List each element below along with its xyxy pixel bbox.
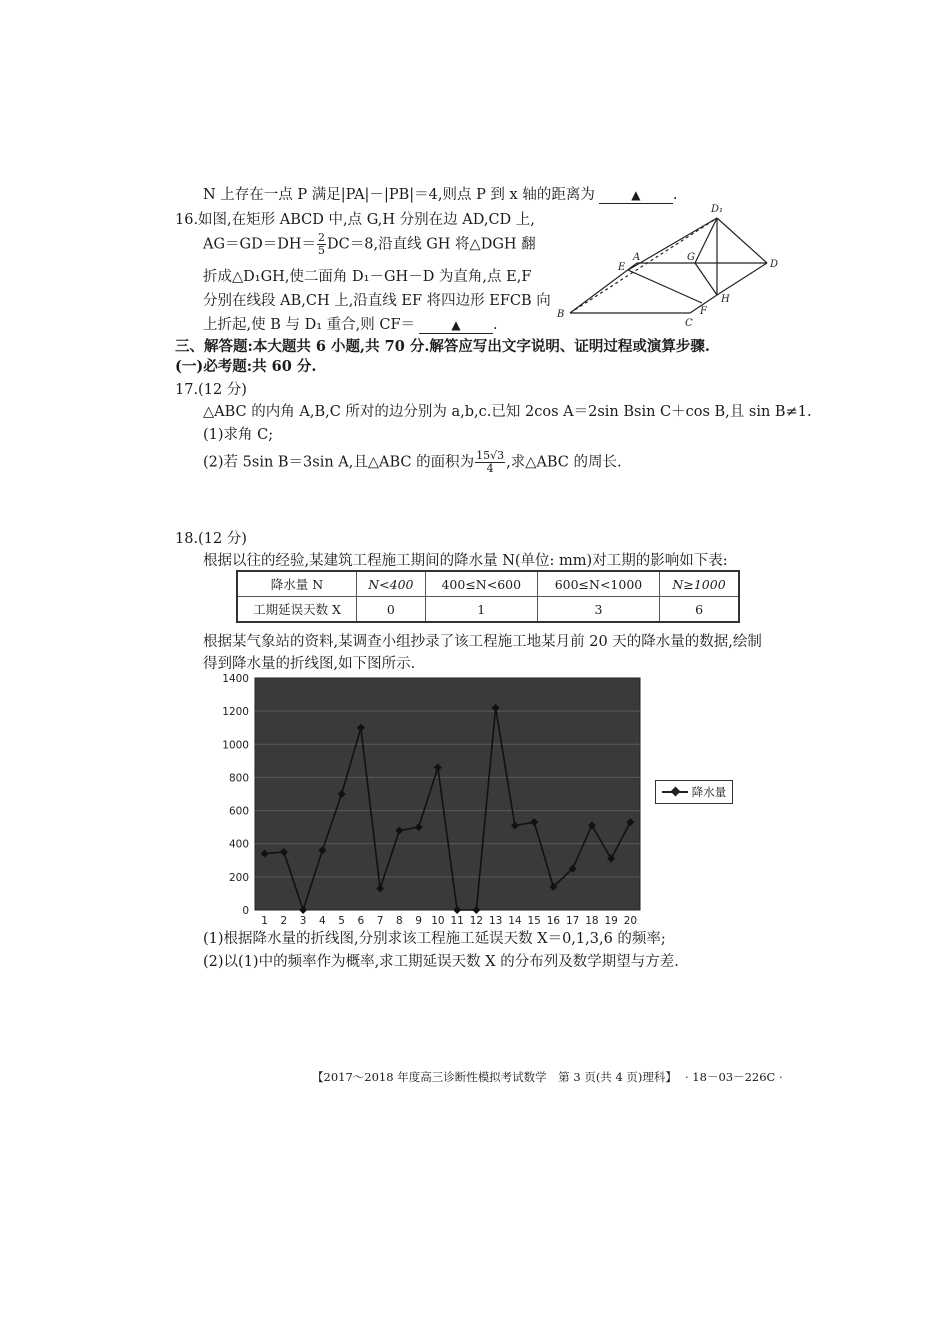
table-row bbox=[237, 571, 739, 597]
x-tick-label: 8 bbox=[396, 915, 403, 925]
q18-part1: (1)根据降水量的折线图,分别求该工程施工延误天数 X＝0,1,3,6 的频率; bbox=[203, 931, 666, 947]
y-tick-label: 400 bbox=[228, 838, 249, 851]
fraction-numerator: 2 bbox=[318, 231, 326, 244]
table-cell: 0 bbox=[357, 597, 426, 623]
folding-figure bbox=[545, 200, 785, 330]
x-tick-label: 11 bbox=[450, 915, 464, 925]
x-tick-label: 6 bbox=[357, 915, 365, 925]
q18-intro: 根据以往的经验,某建筑工程施工期间的降水量 N(单位: mm)对工期的影响如下表: bbox=[203, 553, 728, 569]
fraction bbox=[475, 450, 505, 475]
x-tick-label: 14 bbox=[508, 915, 522, 925]
x-tick-label: 20 bbox=[623, 915, 638, 925]
legend-marker-icon bbox=[662, 787, 688, 797]
x-tick-label: 2 bbox=[280, 915, 288, 925]
section-title: 三、解答题:本大题共 6 小题,共 70 分.解答应写出文字说明、证明过程或演算步骤. bbox=[175, 338, 710, 355]
y-tick-label: 1200 bbox=[222, 706, 249, 719]
q18-part2: (2)以(1)中的频率作为概率,求工期延误天数 X 的分布列及数学期望与方差. bbox=[203, 954, 679, 970]
fraction-denominator: 5 bbox=[318, 244, 326, 257]
fraction-denominator: 4 bbox=[486, 462, 494, 475]
q16-line-5-text: 上折起,使 B 与 D₁ 重合,则 CF＝ bbox=[203, 317, 416, 333]
label-d: D bbox=[770, 259, 779, 270]
x-tick-label: 12 bbox=[469, 915, 484, 925]
fraction-numerator: 15√3 bbox=[476, 449, 505, 462]
y-tick-label: 200 bbox=[228, 871, 249, 884]
y-tick-label: 1000 bbox=[222, 739, 249, 752]
table-row bbox=[237, 597, 739, 623]
q16-end: . bbox=[493, 317, 498, 333]
q17-part1: (1)求角 C; bbox=[203, 427, 274, 443]
rainfall-table bbox=[236, 570, 740, 623]
q16-line-5 bbox=[203, 313, 498, 334]
fraction bbox=[317, 232, 326, 257]
q18-head: 18.(12 分) bbox=[175, 531, 247, 547]
table-cell: 工期延误天数 X bbox=[237, 597, 357, 623]
table-cell: 3 bbox=[537, 597, 659, 623]
x-tick-label: 15 bbox=[527, 915, 541, 925]
q17-head: 17.(12 分) bbox=[175, 382, 247, 398]
y-tick-label: 800 bbox=[228, 772, 249, 785]
y-tick-label: 1400 bbox=[222, 673, 249, 685]
page-footer-right: · 18－03－226C · bbox=[685, 1070, 783, 1084]
label-b: B bbox=[557, 309, 565, 320]
q16-line-1: 16.如图,在矩形 ABCD 中,点 G,H 分别在边 AD,CD 上, bbox=[175, 212, 535, 228]
q18-after-table-2: 得到降水量的折线图,如下图所示. bbox=[203, 656, 416, 672]
y-tick-label: 600 bbox=[228, 805, 249, 818]
table-cell: 400≤N<600 bbox=[425, 571, 537, 597]
q16-line-2b: DC＝8,沿直线 GH 将△DGH 翻 bbox=[327, 236, 536, 253]
label-g: G bbox=[687, 252, 695, 263]
x-tick-label: 3 bbox=[299, 915, 307, 925]
q17-part2-a: (2)若 5sin B＝3sin A,且△ABC 的面积为 bbox=[203, 454, 475, 471]
q17-stem: △ABC 的内角 A,B,C 所对的边分别为 a,b,c.已知 2cos A＝2sin Bsin C＋cos B,且 sin B≠1. bbox=[203, 404, 812, 420]
x-tick-label: 5 bbox=[338, 915, 345, 925]
label-a: A bbox=[633, 252, 641, 263]
q16-line-2 bbox=[203, 232, 536, 257]
x-tick-label: 19 bbox=[604, 915, 618, 925]
q15-text: N 上存在一点 P 满足|PA|－|PB|＝4,则点 P 到 x 轴的距离为 bbox=[203, 187, 595, 203]
label-f: F bbox=[700, 306, 707, 317]
x-tick-label: 17 bbox=[565, 915, 580, 925]
table-cell: 1 bbox=[425, 597, 537, 623]
x-tick-label: 9 bbox=[415, 915, 422, 925]
label-h: H bbox=[721, 294, 730, 305]
table-cell: N≥1000 bbox=[660, 571, 739, 597]
q16-line-2a: AG＝GD＝DH＝ bbox=[203, 236, 317, 253]
y-tick-label: 0 bbox=[242, 905, 249, 917]
q17-part2-b: ,求△ABC 的周长. bbox=[506, 454, 622, 471]
q16-line-3: 折成△D₁GH,使二面角 D₁－GH－D 为直角,点 E,F bbox=[203, 269, 532, 285]
label-c: C bbox=[685, 318, 693, 329]
x-tick-label: 13 bbox=[488, 915, 503, 925]
page-footer-left: 【2017～2018 年度高三诊断性模拟考试数学 第 3 页(共 4 页)理科】 bbox=[312, 1070, 677, 1084]
answer-blank bbox=[419, 317, 493, 334]
table-cell: 6 bbox=[660, 597, 739, 623]
label-d1: D₁ bbox=[711, 204, 724, 215]
x-tick-label: 4 bbox=[319, 915, 326, 925]
x-tick-label: 7 bbox=[376, 915, 384, 925]
table-cell: 降水量 N bbox=[237, 571, 357, 597]
plot-area bbox=[255, 678, 640, 910]
x-tick-label: 18 bbox=[585, 915, 599, 925]
triangle-mark: ▲ bbox=[631, 188, 641, 202]
table-cell: N<400 bbox=[357, 571, 426, 597]
legend-label: 降水量 bbox=[691, 785, 727, 799]
section-subtitle: (一)必考题:共 60 分. bbox=[175, 358, 317, 375]
q17-part2 bbox=[203, 450, 622, 475]
x-tick-label: 10 bbox=[431, 915, 445, 925]
rainfall-line-chart bbox=[215, 665, 645, 925]
chart-legend bbox=[655, 780, 733, 804]
q18-after-table-1: 根据某气象站的资料,某调查小组抄录了该工程施工地某月前 20 天的降水量的数据,绘制 bbox=[203, 634, 762, 650]
q15-end: . bbox=[672, 187, 678, 203]
table-cell: 600≤N<1000 bbox=[537, 571, 659, 597]
x-tick-label: 16 bbox=[546, 915, 561, 925]
x-tick-label: 1 bbox=[261, 915, 268, 925]
triangle-mark: ▲ bbox=[451, 318, 461, 332]
q16-line-4: 分别在线段 AB,CH 上,沿直线 EF 将四边形 EFCB 向 bbox=[203, 293, 551, 309]
label-e: E bbox=[618, 262, 626, 273]
